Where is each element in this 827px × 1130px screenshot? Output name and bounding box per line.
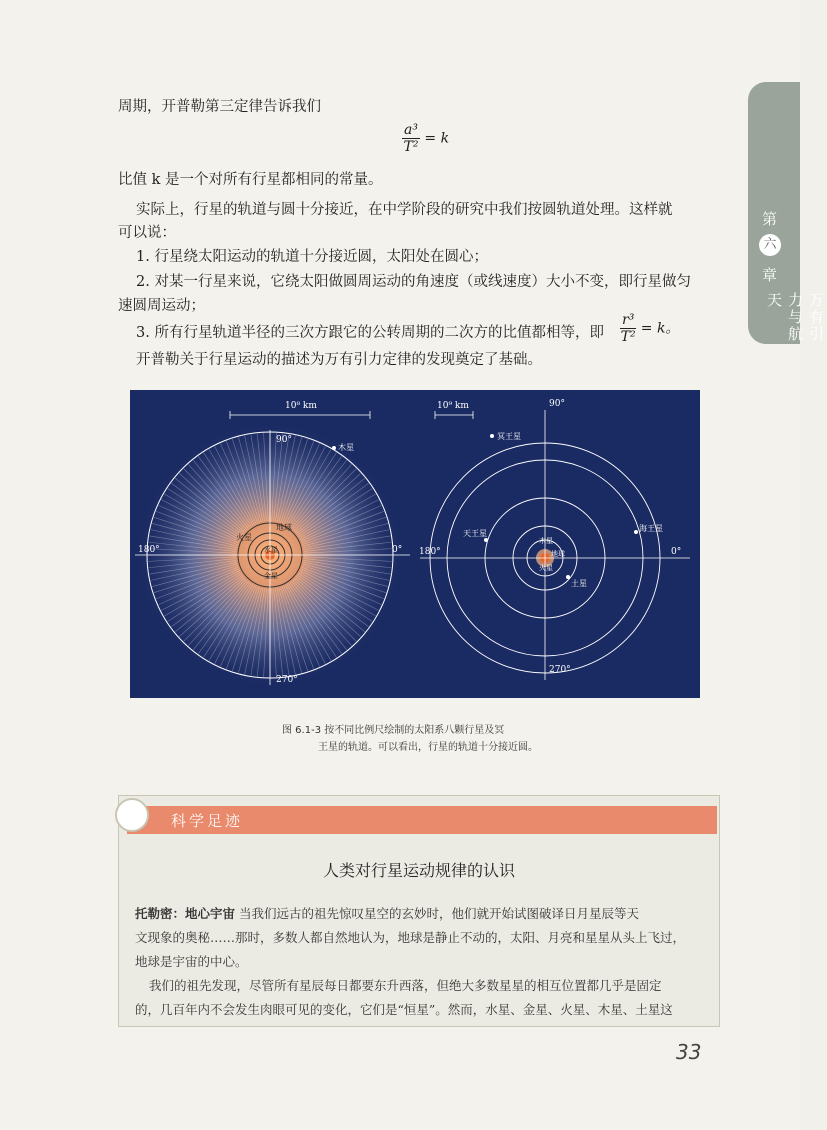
header-circle-decoration [115, 798, 149, 832]
right-label-earth: 地球 [551, 550, 565, 558]
left-deg-270: 270° [276, 675, 298, 685]
formula-rhs: = k [424, 130, 450, 147]
right-label-saturn: 土星 [571, 579, 587, 588]
right-deg-90: 90° [549, 399, 565, 409]
box-line-2: 文现象的奥秘……那时，多数人都自然地认为，地球是静止不动的，太阳、月亮和星星从头上飞过， [135, 930, 686, 945]
paragraph-4: 开普勒关于行星运动的描述为万有引力定律的发现奠定了基础。 [136, 352, 542, 368]
science-footprint-box [118, 795, 720, 1027]
chapter-label-bottom: 章 [762, 266, 778, 284]
right-label-uranus: 天王星 [463, 529, 487, 538]
chapter-number: 六 [759, 234, 781, 256]
page-number: 33 [676, 1040, 702, 1064]
list-item-2b: 速圆周运动； [118, 298, 205, 314]
chapter-side-tab [748, 82, 825, 344]
left-deg-180: 180° [138, 545, 160, 555]
kepler-formula [402, 122, 449, 155]
box-header-label: 科学足迹 [171, 812, 244, 830]
right-scale-label: 10⁹ km [437, 401, 469, 411]
formula2-numerator: r³ [622, 312, 635, 328]
right-label-neptune: 海王星 [639, 524, 663, 533]
left-label-mars: 火星 [236, 533, 252, 542]
formula-numerator: a³ [404, 122, 418, 138]
paragraph-1: 周期，开普勒第三定律告诉我们 [118, 99, 321, 115]
paragraph-3a: 实际上，行星的轨道与圆十分接近，在中学阶段的研究中我们按圆轨道处理。这样就 [136, 202, 673, 218]
chapter-title: 万有引力与航天 [765, 292, 825, 343]
formula-denominator: T² [403, 139, 419, 155]
right-label-mars: 火星 [539, 564, 553, 572]
right-deg-0: 0° [671, 547, 682, 557]
box-line-5: 的，几百年内不会发生肉眼可见的变化，它们是“恒星”。然而，水星、金星、火星、木星、土星这 [135, 1002, 673, 1017]
right-deg-180: 180° [419, 547, 441, 557]
inner-planets-figure [130, 390, 415, 698]
box-title: 人类对行星运动规律的认识 [322, 861, 515, 880]
left-deg-90: 90° [276, 435, 292, 445]
box-header [127, 806, 717, 834]
figure-caption [282, 722, 538, 756]
caption-line-2: 王星的轨道。可以看出，行星的轨道十分接近圆。 [318, 742, 538, 753]
right-label-pluto: 冥王星 [497, 432, 521, 441]
list-item-2a: 2. 对某一行星来说，它绕太阳做圆周运动的角速度（或线速度）大小不变，即行星做匀 [136, 274, 691, 290]
right-label-jupiter: 木星 [539, 537, 553, 545]
box-lead: 托勒密：地心宇宙 [135, 906, 236, 921]
box-paragraph-1 [135, 902, 639, 926]
right-deg-270: 270° [549, 665, 571, 675]
box-line-3: 地球是宇宙的中心。 [135, 954, 248, 969]
formula2-rhs: = k。 [640, 320, 680, 337]
chapter-label-top: 第 [762, 210, 778, 228]
kepler-formula-circular [620, 312, 679, 345]
left-label-jupiter: 木星 [338, 443, 354, 452]
box-line-1: 当我们远古的祖先惊叹星空的玄妙时，他们就开始试图破译日月星辰等天 [239, 906, 640, 921]
left-label-mercury: 水星 [264, 546, 278, 554]
left-deg-0: 0° [392, 545, 403, 555]
left-scale-label: 10⁸ km [285, 401, 317, 411]
caption-line-1: 图 6.1-3 按不同比例尺绘制的太阳系八颗行星及冥 [282, 725, 505, 736]
paragraph-3b: 可以说： [118, 225, 176, 241]
list-item-1: 1. 行星绕太阳运动的轨道十分接近圆，太阳处在圆心； [136, 249, 488, 265]
outer-planets-figure [415, 390, 700, 698]
left-label-earth: 地球 [276, 523, 292, 532]
formula2-denominator: T² [620, 329, 636, 345]
paragraph-2: 比值 k 是一个对所有行星都相同的常量。 [118, 172, 383, 188]
list-item-3: 3. 所有行星轨道半径的三次方跟它的公转周期的二次方的比值都相等，即 [136, 325, 604, 341]
box-line-4: 我们的祖先发现，尽管所有星辰每日都要东升西落，但绝大多数星星的相互位置都几乎是固定 [149, 978, 662, 993]
left-label-venus: 金星 [264, 572, 278, 580]
